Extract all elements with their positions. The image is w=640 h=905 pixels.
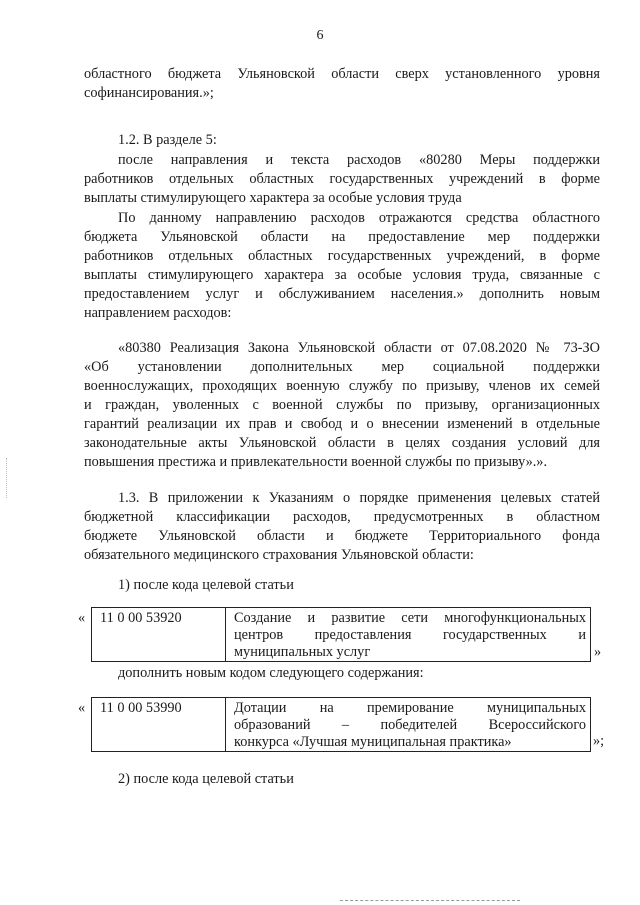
paragraph-2-line-1: после направления и текста расходов «80280 Меры поддержки: [118, 152, 600, 168]
table-2-close-quote: »;: [593, 733, 605, 749]
paragraph-5-line-2: бюджетной классификации расходов, предусмотренных в областном: [84, 509, 600, 525]
table-1-open-quote: «: [78, 610, 86, 626]
paragraph-3-line-1: По данному направлению расходов отражаются средства областного: [118, 210, 600, 226]
paragraph-4-line-6: законодательные акты Ульяновской области в целях создания условий для: [84, 435, 600, 451]
paragraph-4-line-4: и граждан, уволенных с военной службы по призыву, организационных: [84, 397, 600, 413]
paragraph-3-line-2: бюджета Ульяновской области на предоставление мер поддержки: [84, 229, 600, 245]
paragraph-4-line-5: гарантий реализации их прав и свобод и о внесении изменений в отдельные: [84, 416, 600, 432]
paragraph-3-line-3: работников отдельных областных государственных учреждений, в форме: [84, 248, 600, 264]
add-new-code-line: дополнить новым кодом следующего содержания:: [118, 665, 424, 681]
item-2-heading: 2) после кода целевой статьи: [118, 771, 294, 787]
paragraph-3-line-5: предоставлением услуг и обслуживанием населения.» дополнить новым: [84, 286, 600, 302]
paragraph-2-line-2: работников отдельных областных государственных учреждений в форме: [84, 171, 600, 187]
bottom-rule: [340, 900, 520, 902]
paragraph-4-line-2: «Об установлении дополнительных мер социальной поддержки: [84, 359, 600, 375]
page-number: 6: [316, 28, 324, 43]
paragraph-4-line-7: повышения престижа и привлекательности военной службы по призыву».».: [84, 454, 548, 470]
paragraph-5-line-4: обязательного медицинского страхования Ульяновской области:: [84, 547, 474, 563]
table-2-open-quote: «: [78, 700, 86, 716]
table-1-desc-line-2: центров предоставления государственных и: [234, 627, 586, 643]
target-code-table-2: [91, 697, 591, 752]
paragraph-3-line-6: направлением расходов:: [84, 305, 232, 321]
table-2-description-cell: [226, 698, 590, 751]
paragraph-continuation-line-2: софинансирования.»;: [84, 85, 214, 101]
table-2-desc-line-1: Дотации на премирование муниципальных: [234, 700, 586, 716]
table-1-description-cell: [226, 608, 590, 661]
table-1-close-quote: »: [594, 644, 602, 660]
target-code-table-1: [91, 607, 591, 662]
paragraph-2-line-3: выплаты стимулирующего характера за особые условия труда: [84, 190, 462, 206]
table-1-desc-line-1: Создание и развитие сети многофункциональных: [234, 610, 586, 626]
paragraph-4-line-1: «80380 Реализация Закона Ульяновской области от 07.08.2020 № 73-ЗО: [118, 340, 600, 356]
paragraph-5-line-3: бюджете Ульяновской области и бюджете Территориального фонда: [84, 528, 600, 544]
table-2-code-cell: 11 0 00 53990: [92, 698, 226, 751]
paragraph-3-line-4: выплаты стимулирующего характера за особые условия труда, связанные с: [84, 267, 600, 283]
table-2-desc-line-2: образований – победителей Всероссийского: [234, 717, 586, 733]
item-1-heading: 1) после кода целевой статьи: [118, 577, 294, 593]
table-1-desc-line-3: муниципальных услуг: [234, 644, 371, 660]
table-1-code-cell: 11 0 00 53920: [92, 608, 226, 661]
margin-mark: [6, 458, 8, 498]
paragraph-5-line-1: 1.3. В приложении к Указаниям о порядке применения целевых статей: [118, 490, 600, 506]
paragraph-continuation-line-1: областного бюджета Ульяновской области сверх установленного уровня: [84, 66, 600, 82]
paragraph-4-line-3: военнослужащих, проходящих военную службу по призыву, членов их семей: [84, 378, 600, 394]
table-2-desc-line-3: конкурса «Лучшая муниципальная практика»: [234, 734, 512, 750]
section-heading: 1.2. В разделе 5:: [118, 132, 217, 148]
